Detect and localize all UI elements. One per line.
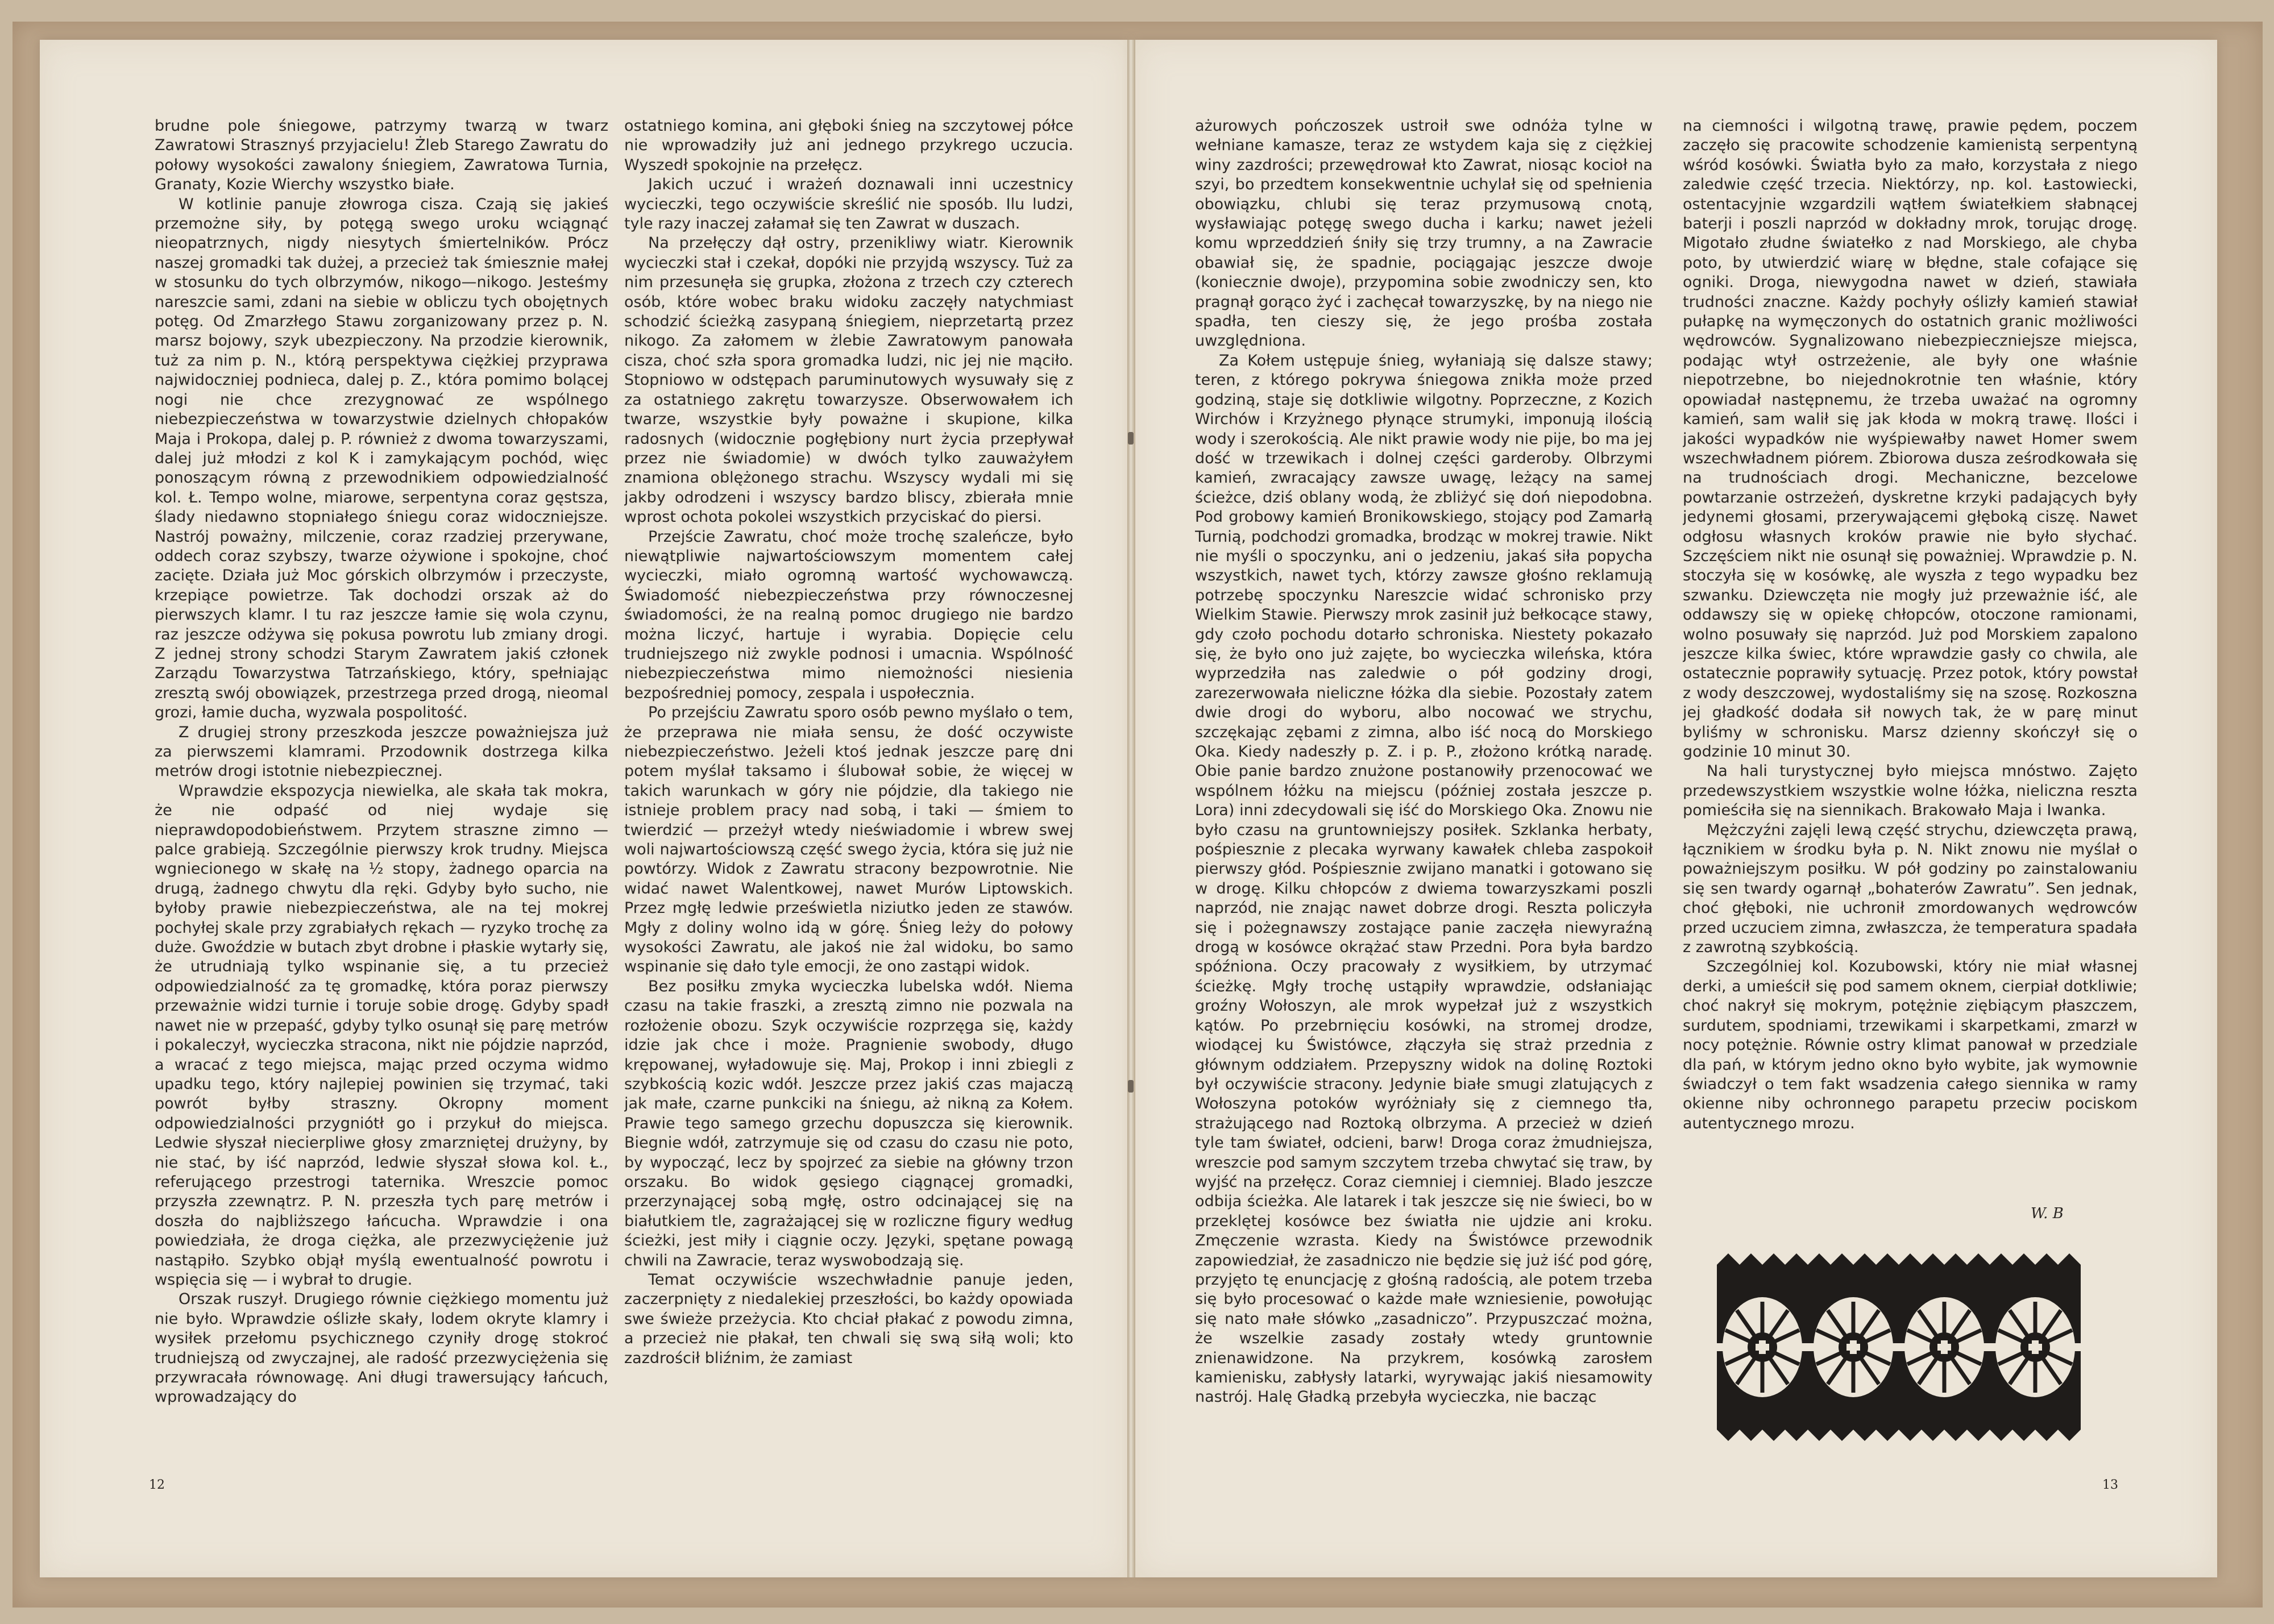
left-page-column-1: [155, 117, 608, 1481]
paragraph: Na hali turystycznej było miejsca mnóstwo. Zajęto przedewszystkiem wszystkie wolne łóżka, nieliczna reszta pomieściła się na siennikach. Brakowało Maja i Iwanka.: [1683, 762, 2138, 820]
staple: [1128, 1080, 1134, 1093]
paragraph: Mężczyźni zajęli lewą część strychu, dziewczęta prawą, łącznikiem w środku była p. N. Nikt znowu nie myślał o poważniejszym posiłku. W pół godziny po zainstalowaniu się sen twardy ogarnął „bohaterów Zawratu”. Sen jednak, choć głęboki, nie uchronił zmordowanych wędrowców przed uczuciem zimna, zwłaszcza, że temperatura spadała z zawrotną szybkością.: [1683, 821, 2138, 957]
paragraph: brudne pole śniegowe, patrzymy twarzą w twarz Zawratowi Strasznyś przyjacielu! Żleb Starego Zawratu do połowy wysokości zawalony śniegiem, Zawratowa Turnia, Granaty, Kozie Wierchy wszystko białe.: [155, 117, 608, 194]
paragraph: ażurowych pończoszek ustroił swe odnóża tylne w wełniane kamasze, teraz ze wstydem kaja się z ciężkiej winy zazdrości; przewędrował kto Zawrat, niosąc kocioł na szyi, bo przedtem konsekwentnie uchylał się od spełnienia obowiązku, chlubi się teraz przymusową cnotą, wysławiając potęgę swego ducha i karku; nawet jeżeli komu wprzeddzień śniły się trzy trumny, a na Zawracie obawiał się, że spadnie, pociągając jeszcze dwoje (koniecznie dwoje), przypomina sobie zwodniczy sen, kto pragnął gorąco żyć i zachęcał towarzyszkę, by na niego nie spadła, ten cieszy się, że jego prośba została uwzględniona.: [1195, 117, 1653, 350]
spine-gutter: [1127, 40, 1135, 1577]
right-page-column-1: [1195, 117, 1653, 1481]
paragraph: Bez posiłku zmyka wycieczka lubelska wdół. Niema czasu na takie fraszki, a zresztą zimno nie pozwala na rozłożenie obozu. Szyk oczywiście rozprzęga się, każdy idzie jak chce i może. Pragnienie swobody, długo krępowanej, wyładowuje się. Maj, Prokop i inni zbiegli z szybkością kozic wdół. Jeszcze przez jakiś czas majaczą jak małe, czarne punkciki na śniegu, aż nikną za Kołem. Prawie tego samego grzechu dopuszcza się kierownik. Biegnie wdół, zatrzymuje się od czasu do czasu nie poto, by wypocząć, lecz by spojrzeć za siebie na główny trzon orszaku. Bo widok gęsiego ciągnącej gromadki, przerzynającej sobą mgłę, ostro odcinającej się na białutkiem tle, zagrażającej się w rozliczne figury według ścieżki, jest miły i ciągnie oczy. Języki, spętane powagą chwili na Zawracie, teraz wyswobodzają się.: [624, 977, 1073, 1269]
paragraph: Szczególniej kol. Kozubowski, który nie miał własnej derki, a umieścił się pod samem oknem, cierpiał dotkliwie; choć nakrył się mokrym, potężnie ziębiącym płaszczem, surdutem, spodniami, trzewikami i skarpetkami, zmarzł w nocy potężnie. Równie ostry klimat panował w przedziale dla pań, w którym jedno okno było wybite, jak wymownie świadczył o tem fakt wsadzenia całego siennika w ramy okienne niby ochronnego parapetu przeciw pociskom autentycznego mrozu.: [1683, 958, 2138, 1132]
paragraph: Temat oczywiście wszechwładnie panuje jeden, zaczerpnięty z niedalekiej przeszłości, bo każdy opowiada swe świeże przeżycia. Kto chciał płakać z powodu zimna, a przecież nie płakał, ten chwali się swą siłą woli; kto zazdrościł bliźnim, że zamiast: [624, 1270, 1073, 1367]
paragraph: Jakich uczuć i wrażeń doznawali inni uczestnicy wycieczki, tego oczywiście skreślić nie sposób. Ilu ludzi, tyle razy inaczej załamał się ten Zawrat w duszach.: [624, 176, 1073, 233]
staple: [1128, 432, 1134, 445]
paragraph: na ciemności i wilgotną trawę, prawie pędem, poczem zaczęło się pracowite schodzenie kamienistą serpentyną wśród kosówki. Światła było za mało, korzystała z niego zaledwie część trzecia. Niektórzy, np. kol. Łastowiecki, ostentacyjnie wzgardzili wątłem światełkiem słabnącej baterji i poszli naprzód w dokładny mrok, torując drogę. Migotało złudne światełko z nad Morskiego, ale chyba poto, by utwierdzić wiarę w błędne, stale cofające się ogniki. Droga, niewygodna nawet w dzień, stawiała trudności znaczne. Każdy pochyły oślizły kamień stawiał pułapkę na wymęczonych do ostatnich granic możliwości wędrowców. Sygnalizowano niebezpieczniejsze miejsca, podając wtył ostrzeżenie, ale były one właśnie niepotrzebne, bo niejednokrotnie ten właśnie, który opowiadał następnemu, że trzeba uważać na ogromny kamień, sam walił się jak kłoda w mokrą trawę. Ilości i jakości wypadków nie wyśpiewałby nawet Homer swem wszechwładnem piórem. Zbiorowa dusza ześrodkowała się na trudnościach drogi. Mechaniczne, bezcelowe powtarzanie ostrzeżeń, dyskretne krzyki padających były jedynemi głosami, przerywającemi głęboką ciszę. Nawet odgłosu własnych kroków prawie nie było słychać. Szczęściem nikt nie osunął się poważniej. Wprawdzie p. N. stoczyła się w kosówkę, ale wyszła z tego wypadku bez szwanku. Dziewczęta nie mogły już przeważnie iść, ale oddawszy się w opiekę chłopców, otoczone ramionami, wolno posuwały się naprzód. Już pod Morskiem zapalono jeszcze kilka świec, które wprawdzie gasły co chwila, ale ostatecznie poprawiły sytuację. Przez potok, który powstał z wody deszczowej, wydostaliśmy się na szosę. Rozkoszna jej gładkość dodała sił nowych tak, że w parę minut byliśmy w schronisku. Marsz dzienny skończył się o godzinie 10 minut 30.: [1683, 117, 2138, 761]
page-number-right: 13: [2102, 1478, 2118, 1492]
author-signature: W. B: [2031, 1205, 2064, 1222]
left-page-column-2: [624, 117, 1073, 1481]
paragraph: ostatniego komina, ani głęboki śnieg na szczytowej półce nie wprowadziły już ani jednego przykrego uczucia. Wyszedł spokojnie na przełęcz.: [624, 117, 1073, 174]
paragraph: Wprawdzie ekspozycja niewielka, ale skała tak mokra, że nie odpaść od niej wydaje się nieprawdopodobieństwem. Przytem straszne zimno — palce grabieją. Szczególnie pierwszy krok trudny. Miejsca wgniecionego w skałę na ½ stopy, żadnego oparcia na drugą, żadnego chwytu dla ręki. Gdyby było sucho, nie byłoby prawie niebezpieczeństwa, ale na tej mokrej pochyłej skale przy zgrabiałych rękach — ryzyko trochę za duże. Gwoździe w butach zbyt drobne i płaskie wytarły się, że utrudniają tylko wspinanie się, a tu przecież odpowiedzialność za tę gromadkę, która poraz pierwszy przeważnie widzi turnie i toruje sobie drogę. Gdyby spadł nawet nie w przepaść, gdyby tylko osunął się parę metrów i pokaleczył, wycieczka stracona, nikt nie pójdzie naprzód, a wracać z tego miejsca, mając przed oczyma widmo upadku tego, który najlepiej powinien się trzymać, taki powrót byłby straszny. Okropny moment odpowiedzialności przygniótł go i przykuł do miejsca. Ledwie słyszał niecierpliwe głosy zmarzniętej drużyny, by nie stać, by iść naprzód, ledwie słyszał słowa kol. Ł., referującego przestrogi taternika. Wreszcie pomoc przyszła zzewnątrz. P. N. przeszła tych parę metrów i doszła do najbliższego łańcucha. Wprawdzie i ona powiedziała, że droga ciężka, ale przezwyciężenie już nastąpiło. Szybko objął myślą ewentualność powrotu i wspięcia się — i wybrał to drugie.: [155, 782, 608, 1289]
paragraph: W kotlinie panuje złowroga cisza. Czają się jakieś przemożne siły, by potęgą swego uroku wciągnąć nieopatrznych, nigdy niesytych śmiertelników. Prócz naszej gromadki tak dużej, a przecież tak śmiesznie małej w stosunku do tych olbrzymów, nikogo—nikogo. Jesteśmy nareszcie sami, zdani na siebie w obliczu tych obojętnych potęg. Od Zmarzłego Stawu zorganizowany przez p. N. marsz bojowy, szyk ubezpieczony. Na przodzie kierownik, tuż za nim p. N., którą perspektywa ciężkiej przyprawa najwidoczniej podnieca, dalej p. Z., która pomimo bolącej nogi nie chce zrezygnować ze wspólnego niebezpieczeństwa w towarzystwie dzielnych chłopaków Maja i Prokopa, dalej p. P. również z dwoma towarzyszami, dalej już młodzi z kol K i zamykającym pochód, więc ponoszącym równą z przewodnikiem odpowiedzialność kol. Ł. Tempo wolne, miarowe, serpentyna coraz gęstsza, ślady niedawno stopniałego śniegu coraz widoczniejsze. Nastrój poważny, milczenie, coraz rzadziej przerywane, oddech coraz szybszy, twarze ożywione i spokojne, choć zacięte. Działa już Moc górskich olbrzymów i przeczyste, krzepiące powietrze. Tak dochodzi orszak aż do pierwszych klamr. I tu raz jeszcze łamie się wola czynu, raz jeszcze odżywa się pokusa powrotu lub zmiany drogi. Z jednej strony schodzi Starym Zawratem jakiś członek Zarządu Towarzystwa Tatrzańskiego, który, spełniając zresztą swój obowiązek, przestrzega przed drogą, nieomal grozi, łamie ducha, wyzwala pospolitość.: [155, 195, 608, 722]
paragraph: Po przejściu Zawratu sporo osób pewno myślało o tem, że przeprawa nie miała sensu, że dość oczywiste niebezpieczeństwo. Jeżeli ktoś jednak jeszcze parę dni potem myślał taksamo i ślubował sobie, że więcej w takich warunkach w góry nie pójdzie, dla takiego nie istnieje problem pracy nad sobą, i taki — śmiem to twierdzić — przeżył wtedy nieświadomie i wbrew swej woli najwartościowszą część swego życia, która się już nie powtórzy. Widok z Zawratu stracony bezpowrotnie. Nie widać nawet Walentkowej, nawet Murów Liptowskich. Przez mgłę ledwie prześwietla niziutko jeden ze stawów. Mgły z doliny wolno idą w górę. Śnieg leży do połowy wysokości Zawratu, ale jakoś nie żal widoku, bo samo wspinanie się dało tyle emocji, że ono zastąpi widok.: [624, 704, 1073, 976]
paragraph: Na przełęczy dął ostry, przenikliwy wiatr. Kierownik wycieczki stał i czekał, dopóki nie przyjdą wszyscy. Tuż za nim przesunęła się grupka, złożona z trzech czy czterech osób, które wobec braku widoku zaczęły natychmiast schodzić ścieżką zasypaną śniegiem, nieprzetartą przez nikogo. Za załomem w żlebie Zawratowym panowała cisza, choć szła spora gromadka ludzi, nic jej nie mąciło. Stopniowo w odstępach paruminutowych wysuwały się z za ostatniego zakrętu towarzysze. Obserwowałem ich twarze, wszystkie były poważne i skupione, kilka radosnych (widocznie pogłębiony nurt życia przepływał przez nie świadomie) w dwóch tylko zauważyłem znamiona oblężonego strachu. Wszyscy wydali mi się jakby odrodzeni i wszyscy bardzo bliscy, zbierała mnie wprost ochota pokolei wszystkich przyciskać do piersi.: [624, 234, 1073, 526]
page-number-left: 12: [149, 1478, 165, 1492]
paragraph: Za Kołem ustępuje śnieg, wyłaniają się dalsze stawy; teren, z którego pokrywa śniegowa znikła może przed godziną, staje się dotkliwie wilgotny. Poprzeczne, z Kozich Wirchów i Krzyżnego płynące strumyki, imponują ilością wody i szerokością. Ale nikt prawie wody nie pije, bo ma jej dość w trzewikach i dolnej części garderoby. Olbrzymi kamień, zwracający zawsze uwagę, leżący na samej ścieżce, dziś oblany wodą, że zbliżyć się doń niepodobna. Pod grobowy kamień Bronikowskiego, stojący pod Zamarłą Turnią, podchodzi gromadka, brodząc w mokrej trawie. Nikt nie myśli o spoczynku, ani o jedzeniu, jakaś siła popycha wszystkich, nawet tych, którzy zawsze głośno reklamują potrzebę spoczynku Nareszcie widać schronisko przy Wielkim Stawie. Pierwszy mrok zasinił już bełkocące stawy, gdy czoło pochodu dotarło schroniska. Niestety pokazało się, że było ono już zajęte, bo wycieczka wileńska, która wyprzedziła nas zaledwie o pół godziny drogi, zarezerwowała nieliczne łóżka dla siebie. Pozostały zatem dwie drogi do wyboru, albo nocować we strychu, szczękając zębami z zimna, albo iść nocą do Morskiego Oka. Kiedy nadeszły p. Z. i p. P., złożono krótką naradę. Obie panie bardzo znużone postanowiły przenocować we wspólnem łóżku na miejscu (później została jeszcze p. Lora) inni zdecydowali się iść do Morskiego Oka. Znowu nie było czasu na gruntowniejszy posiłek. Szklanka herbaty, pośpiesznie z plecaka wyrwany kawałek chleba zaspokoił pierwszy głód. Pośpiesznie zwijano manatki i gotowano się w drogę. Kilku chłopców z dwiema towarzyszkami poszli naprzód, nie znając nawet dobrze drogi. Reszta policzyła się i pożegnawszy zostające panie zaczęła niewyraźną drogą w kosówce okrążać staw Przedni. Pora była bardzo spóźniona. Oczy pracowały z wysiłkiem, by utrzymać ścieżkę. Mgły trochę ustąpiły wprawdzie, odsłaniając groźny Wołoszyn, ale mrok wypełzał już z wszystkich kątów. Po przebrnięciu kosówki, na stromej drodze, wiodącej ku Świstówce, złączyła się straż przednia z głównym oddziałem. Przepyszny widok na dolinę Roztoki był oczywiście stracony. Jedynie białe smugi zlatujących z Wołoszyna potoków wyróżniały się z ciemnego tła, strażującego nad Roztoką olbrzyma. A przecież w dzień tyle tam świateł, odcieni, barw! Droga coraz żmudniejsza, wreszcie pod samym szczytem trzeba chwytać się traw, by wyjść na przełęcz. Coraz ciemniej i ciemniej. Blado jeszcze odbija ścieżka. Ale latarek i tak jeszcze się nie świeci, bo w przeklętej kosówce bez światła nie ujdzie ani kroku. Zmęczenie wzrasta. Kiedy na Świstówce przewodnik zapowiedział, że zasadniczo nie będzie się już iść pod górę, przyjęto tę enuncjację z głośną radością, ale potem trzeba się było procesować o każde małe wzniesienie, powołując się nato małe słówko „zasadniczo”. Przypuszczać można, że wszelkie zasady zostały wtedy gruntownie znienawidzone. Na przykrem, kosówką zarosłem kamienisku, zabłysły latarki, wyrywając jakiś niesamowity nastrój. Halę Gładką przebyła wycieczka, nie bacząc: [1195, 351, 1653, 1406]
right-page-column-2: [1683, 117, 2138, 1208]
papercut-border-ornament: [1717, 1253, 2081, 1441]
paragraph: Przejście Zawratu, choć może trochę szaleńcze, było niewątpliwie najwartościowszym momentem całej wycieczki, miało ogromną wartość wychowawczą. Świadomość niebezpieczeństwa przy równoczesnej świadomości, że na realną pomoc drugiego nie bardzo można liczyć, hartuje i wyrabia. Dopięcie celu trudniejszego niż zwykle podnosi i umacnia. Wspólność niebezpieczeństwa mimo niemożności niesienia bezpośredniej pomocy, zespala i uspołecznia.: [624, 528, 1073, 702]
paragraph: Z drugiej strony przeszkoda jeszcze poważniejsza już za pierwszemi klamrami. Przodownik dostrzega kilka metrów drogi istotnie niebezpiecznej.: [155, 723, 608, 780]
paragraph: Orszak ruszył. Drugiego równie ciężkiego momentu już nie było. Wprawdzie oślizłe skały, lodem okryte klamry i wysiłek przełomu psychicznego czyniły drogę stokroć trudniejszą od zwyczajnej, ale radość przezwyciężenia się przywracała równowagę. Ani długi trawersujący łańcuch, wprowadzający do: [155, 1290, 608, 1406]
